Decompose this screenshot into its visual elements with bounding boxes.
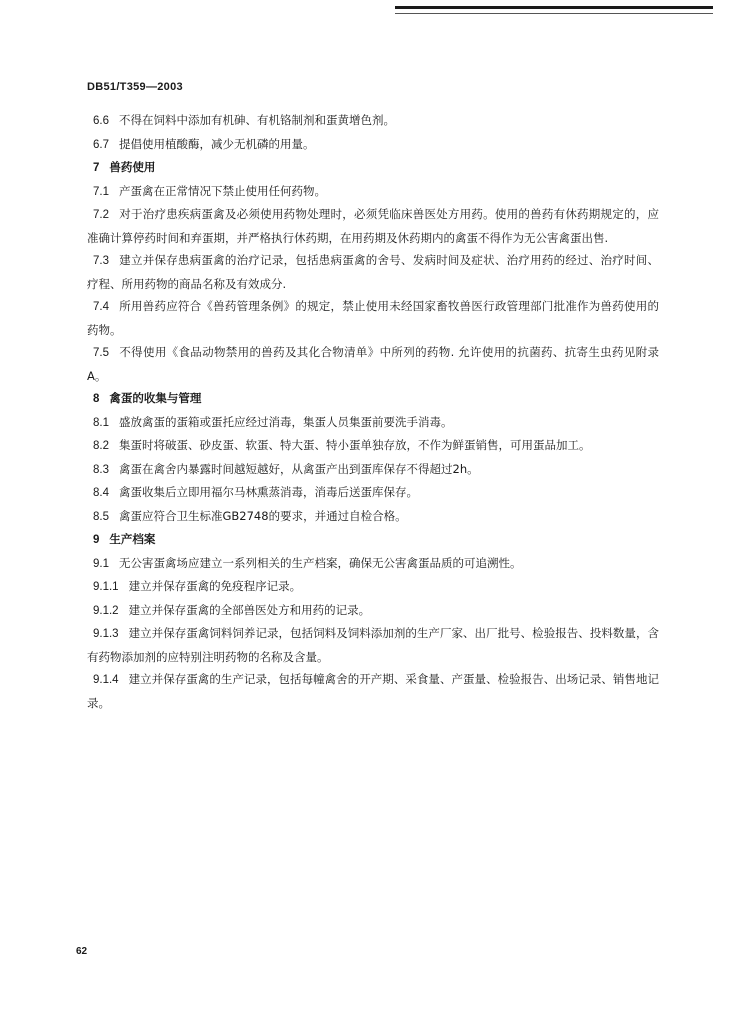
clause-8-3 [87, 458, 659, 482]
clause-7-3 [87, 249, 659, 295]
clause-8-1 [87, 411, 659, 435]
clause-number: 7.5 [93, 347, 109, 359]
clause-7-4 [87, 295, 659, 341]
clause-text: 建立并保存蛋禽的全部兽医处方和用药的记录。 [128, 602, 371, 617]
clause-8-2 [87, 434, 659, 458]
top-rule [395, 6, 713, 9]
clause-9-1-3 [87, 622, 659, 668]
clause-text: 禽蛋收集后立即用福尔马林熏蒸消毒，消毒后送蛋库保存。 [119, 485, 418, 499]
clause-number: 8.3 [93, 463, 109, 476]
section-heading-9 [87, 528, 659, 552]
section-number: 9 [93, 534, 100, 546]
clause-number: 8.1 [93, 416, 109, 429]
clause-text: 禽蛋在禽舍内暴露时间越短越好，从禽蛋产出到蛋库保存不得超过2h。 [119, 461, 479, 476]
section-heading-8 [87, 387, 659, 411]
section-heading-7 [87, 156, 659, 180]
clause-text: 建立并保存患病蛋禽的治疗记录，包括患病蛋禽的舍号、发病时间及症状、治疗用药的经过、治疗时间、疗程、所用药物的商品名称及有效成分. [87, 253, 659, 291]
clause-number: 6.6 [93, 115, 109, 127]
clause-text: 无公害蛋禽场应建立一系列相关的生产档案，确保无公害禽蛋品质的可追溯性。 [119, 555, 522, 570]
clause-number: 7.3 [93, 255, 109, 267]
clause-number: 7.1 [93, 185, 109, 198]
clause-text: 建立并保存蛋禽的免疫程序记录。 [128, 579, 302, 593]
clause-text: 产蛋禽在正常情况下禁止使用任何药物。 [119, 183, 326, 198]
clause-text: 集蛋时将破蛋、砂皮蛋、软蛋、特大蛋、特小蛋单独存放，不作为鲜蛋销售，可用蛋品加工。 [119, 438, 591, 452]
clause-number: 7.2 [93, 209, 109, 221]
clause-9-1-4 [87, 668, 659, 714]
clause-8-5 [87, 505, 659, 529]
clause-7-5 [87, 341, 659, 387]
clause-number: 9.1.3 [93, 628, 119, 640]
clause-text: 不得使用《食品动物禁用的兽药及其化合物清单》中所列的药物. 允许使用的抗菌药、抗寄生虫药见附录A。 [87, 345, 659, 383]
clause-number: 8.4 [93, 487, 109, 499]
clause-6-6 [87, 109, 659, 133]
clause-text: 盛放禽蛋的蛋箱或蛋托应经过消毒，集蛋人员集蛋前要洗手消毒。 [119, 414, 453, 429]
clause-number: 8.2 [93, 440, 109, 452]
document-body [87, 109, 659, 714]
section-title: 兽药使用 [109, 160, 156, 174]
clause-7-1 [87, 180, 659, 204]
clause-number: 9.1.2 [93, 604, 119, 617]
clause-7-2 [87, 203, 659, 249]
clause-9-1-2 [87, 599, 659, 623]
clause-text: 不得在饲料中添加有机砷、有机铬制剂和蛋黄增色剂。 [119, 113, 395, 127]
clause-text: 禽蛋应符合卫生标准GB2748的要求，并通过自检合格。 [119, 508, 407, 523]
clause-text: 建立并保存蛋禽的生产记录，包括每幢禽舍的开产期、采食量、产蛋量、检验报告、出场记录、销售地记录。 [87, 672, 659, 710]
clause-8-4 [87, 481, 659, 505]
clause-text: 建立并保存蛋禽饲料饲养记录，包括饲料及饲料添加剂的生产厂家、出厂批号、检验报告、投料数量，含有药物添加剂的应特别注明药物的名称及含量。 [87, 626, 659, 664]
clause-number: 9.1.1 [93, 581, 119, 593]
clause-text: 所用兽药应符合《兽药管理条例》的规定，禁止使用未经国家畜牧兽医行政管理部门批准作为兽药使用的药物。 [87, 299, 659, 337]
section-number: 7 [93, 162, 100, 174]
clause-text: 提倡使用植酸酶，减少无机磷的用量。 [119, 136, 315, 151]
clause-number: 9.1.4 [93, 674, 119, 686]
clause-number: 6.7 [93, 138, 109, 151]
clause-9-1-1 [87, 575, 659, 599]
section-title: 生产档案 [109, 532, 156, 546]
section-number: 8 [93, 393, 100, 405]
clause-9-1 [87, 552, 659, 576]
clause-number: 8.5 [93, 510, 109, 523]
page-number: 62 [76, 946, 88, 957]
top-rule-thin [395, 13, 713, 14]
clause-number: 9.1 [93, 557, 109, 570]
clause-6-7 [87, 133, 659, 157]
section-title: 禽蛋的收集与管理 [109, 391, 202, 405]
document-code: DB51/T359—2003 [87, 81, 183, 93]
clause-number: 7.4 [93, 301, 109, 313]
clause-text: 对于治疗患疾病蛋禽及必须使用药物处理时，必须凭临床兽医处方用药。使用的兽药有休药期规定的，应准确计算停药时间和弃蛋期，并严格执行休药期，在用药期及休药期内的禽蛋不得作为无公害禽蛋出售. [87, 207, 659, 245]
